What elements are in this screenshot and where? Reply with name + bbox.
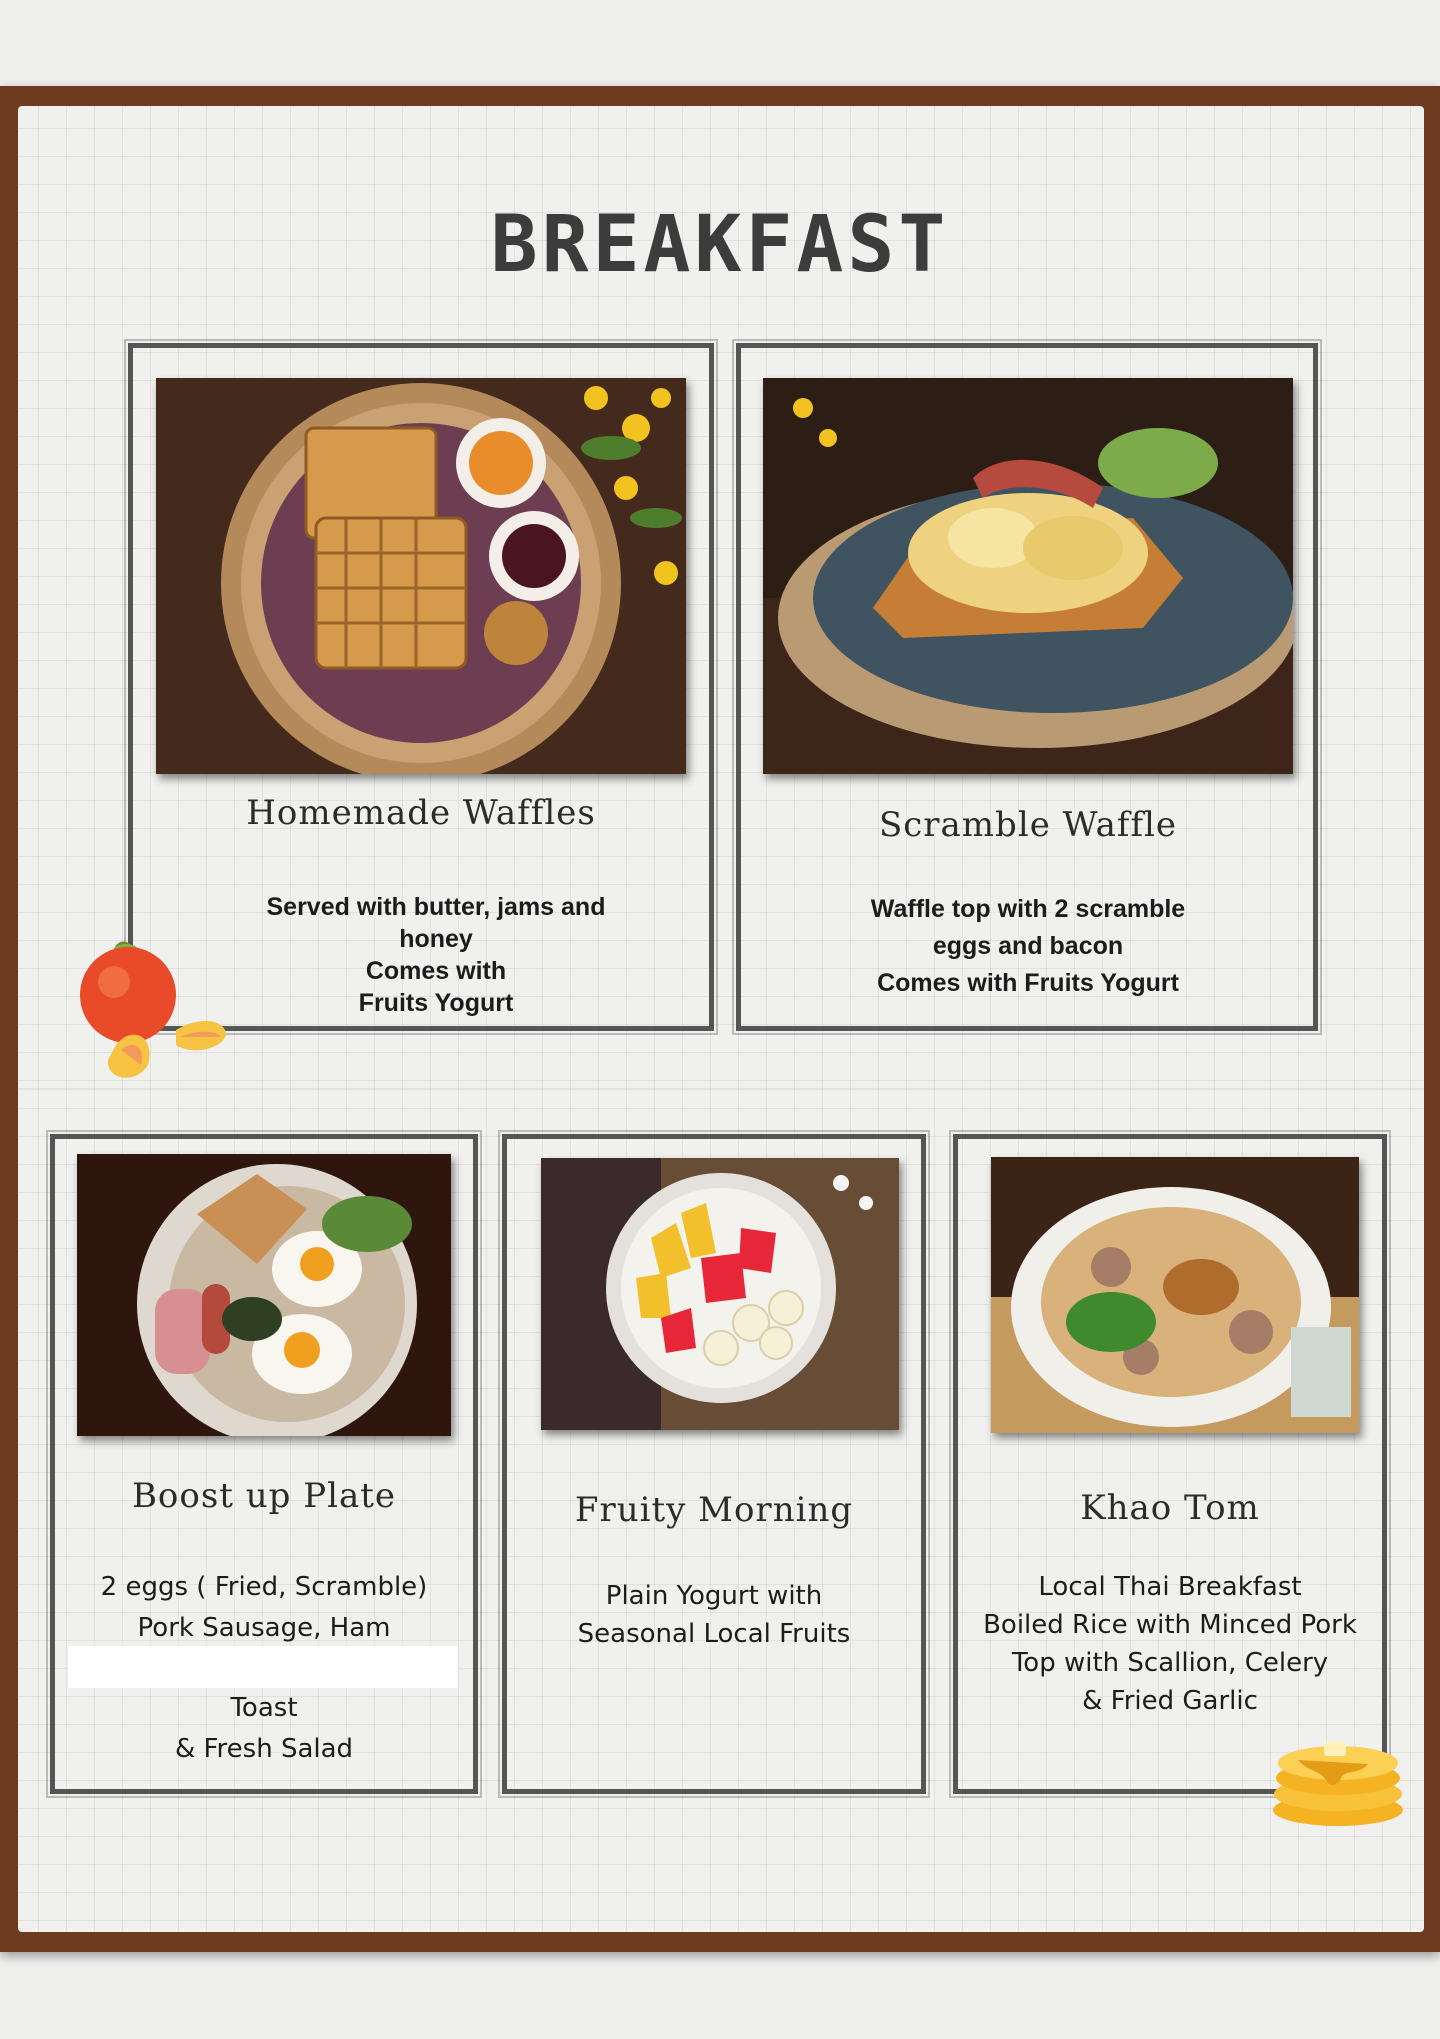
- dish-name-boost-up-plate: Boost up Plate: [131, 1476, 397, 1516]
- pancake-icon: [1268, 1730, 1412, 1830]
- dish-desc-homemade-waffles: Served with butter, jams and honey Comes with Fruits Yogurt: [266, 893, 606, 1017]
- dish-desc-boost-up-plate: 2 eggs ( Fried, Scramble) Pork Sausage, Ham: [100, 1572, 428, 1643]
- waffles-plate-photo: [156, 378, 686, 774]
- dish-name-khao-tom: Khao Tom: [1080, 1488, 1260, 1528]
- egg-plate-photo: [77, 1154, 451, 1436]
- dish-desc-scramble-waffle: Waffle top with 2 scramble eggs and bacon Comes with Fruits Yogurt: [870, 895, 1186, 997]
- scramble-waffle-photo: [763, 378, 1293, 774]
- page-fold: [18, 1088, 1424, 1090]
- menu-title: BREAKFAST: [490, 200, 950, 290]
- dish-desc-fruity-morning: Plain Yogurt with Seasonal Local Fruits: [577, 1581, 851, 1649]
- blank-label-bar: [68, 1646, 458, 1688]
- fruit-yogurt-bowl-photo: [541, 1158, 899, 1430]
- dish-name-homemade-waffles: Homemade Waffles: [246, 793, 596, 833]
- dish-desc-boost-up-plate-2: Toast & Fresh Salad: [174, 1693, 354, 1764]
- dish-desc-khao-tom: Local Thai Breakfast Boiled Rice with Minced Pork Top with Scallion, Celery & Fried Garlic: [983, 1572, 1357, 1716]
- dish-name-fruity-morning: Fruity Morning: [574, 1490, 854, 1530]
- peach-icon: [76, 940, 232, 1085]
- rice-soup-bowl-photo: [991, 1157, 1359, 1433]
- dish-name-scramble-waffle: Scramble Waffle: [878, 805, 1178, 845]
